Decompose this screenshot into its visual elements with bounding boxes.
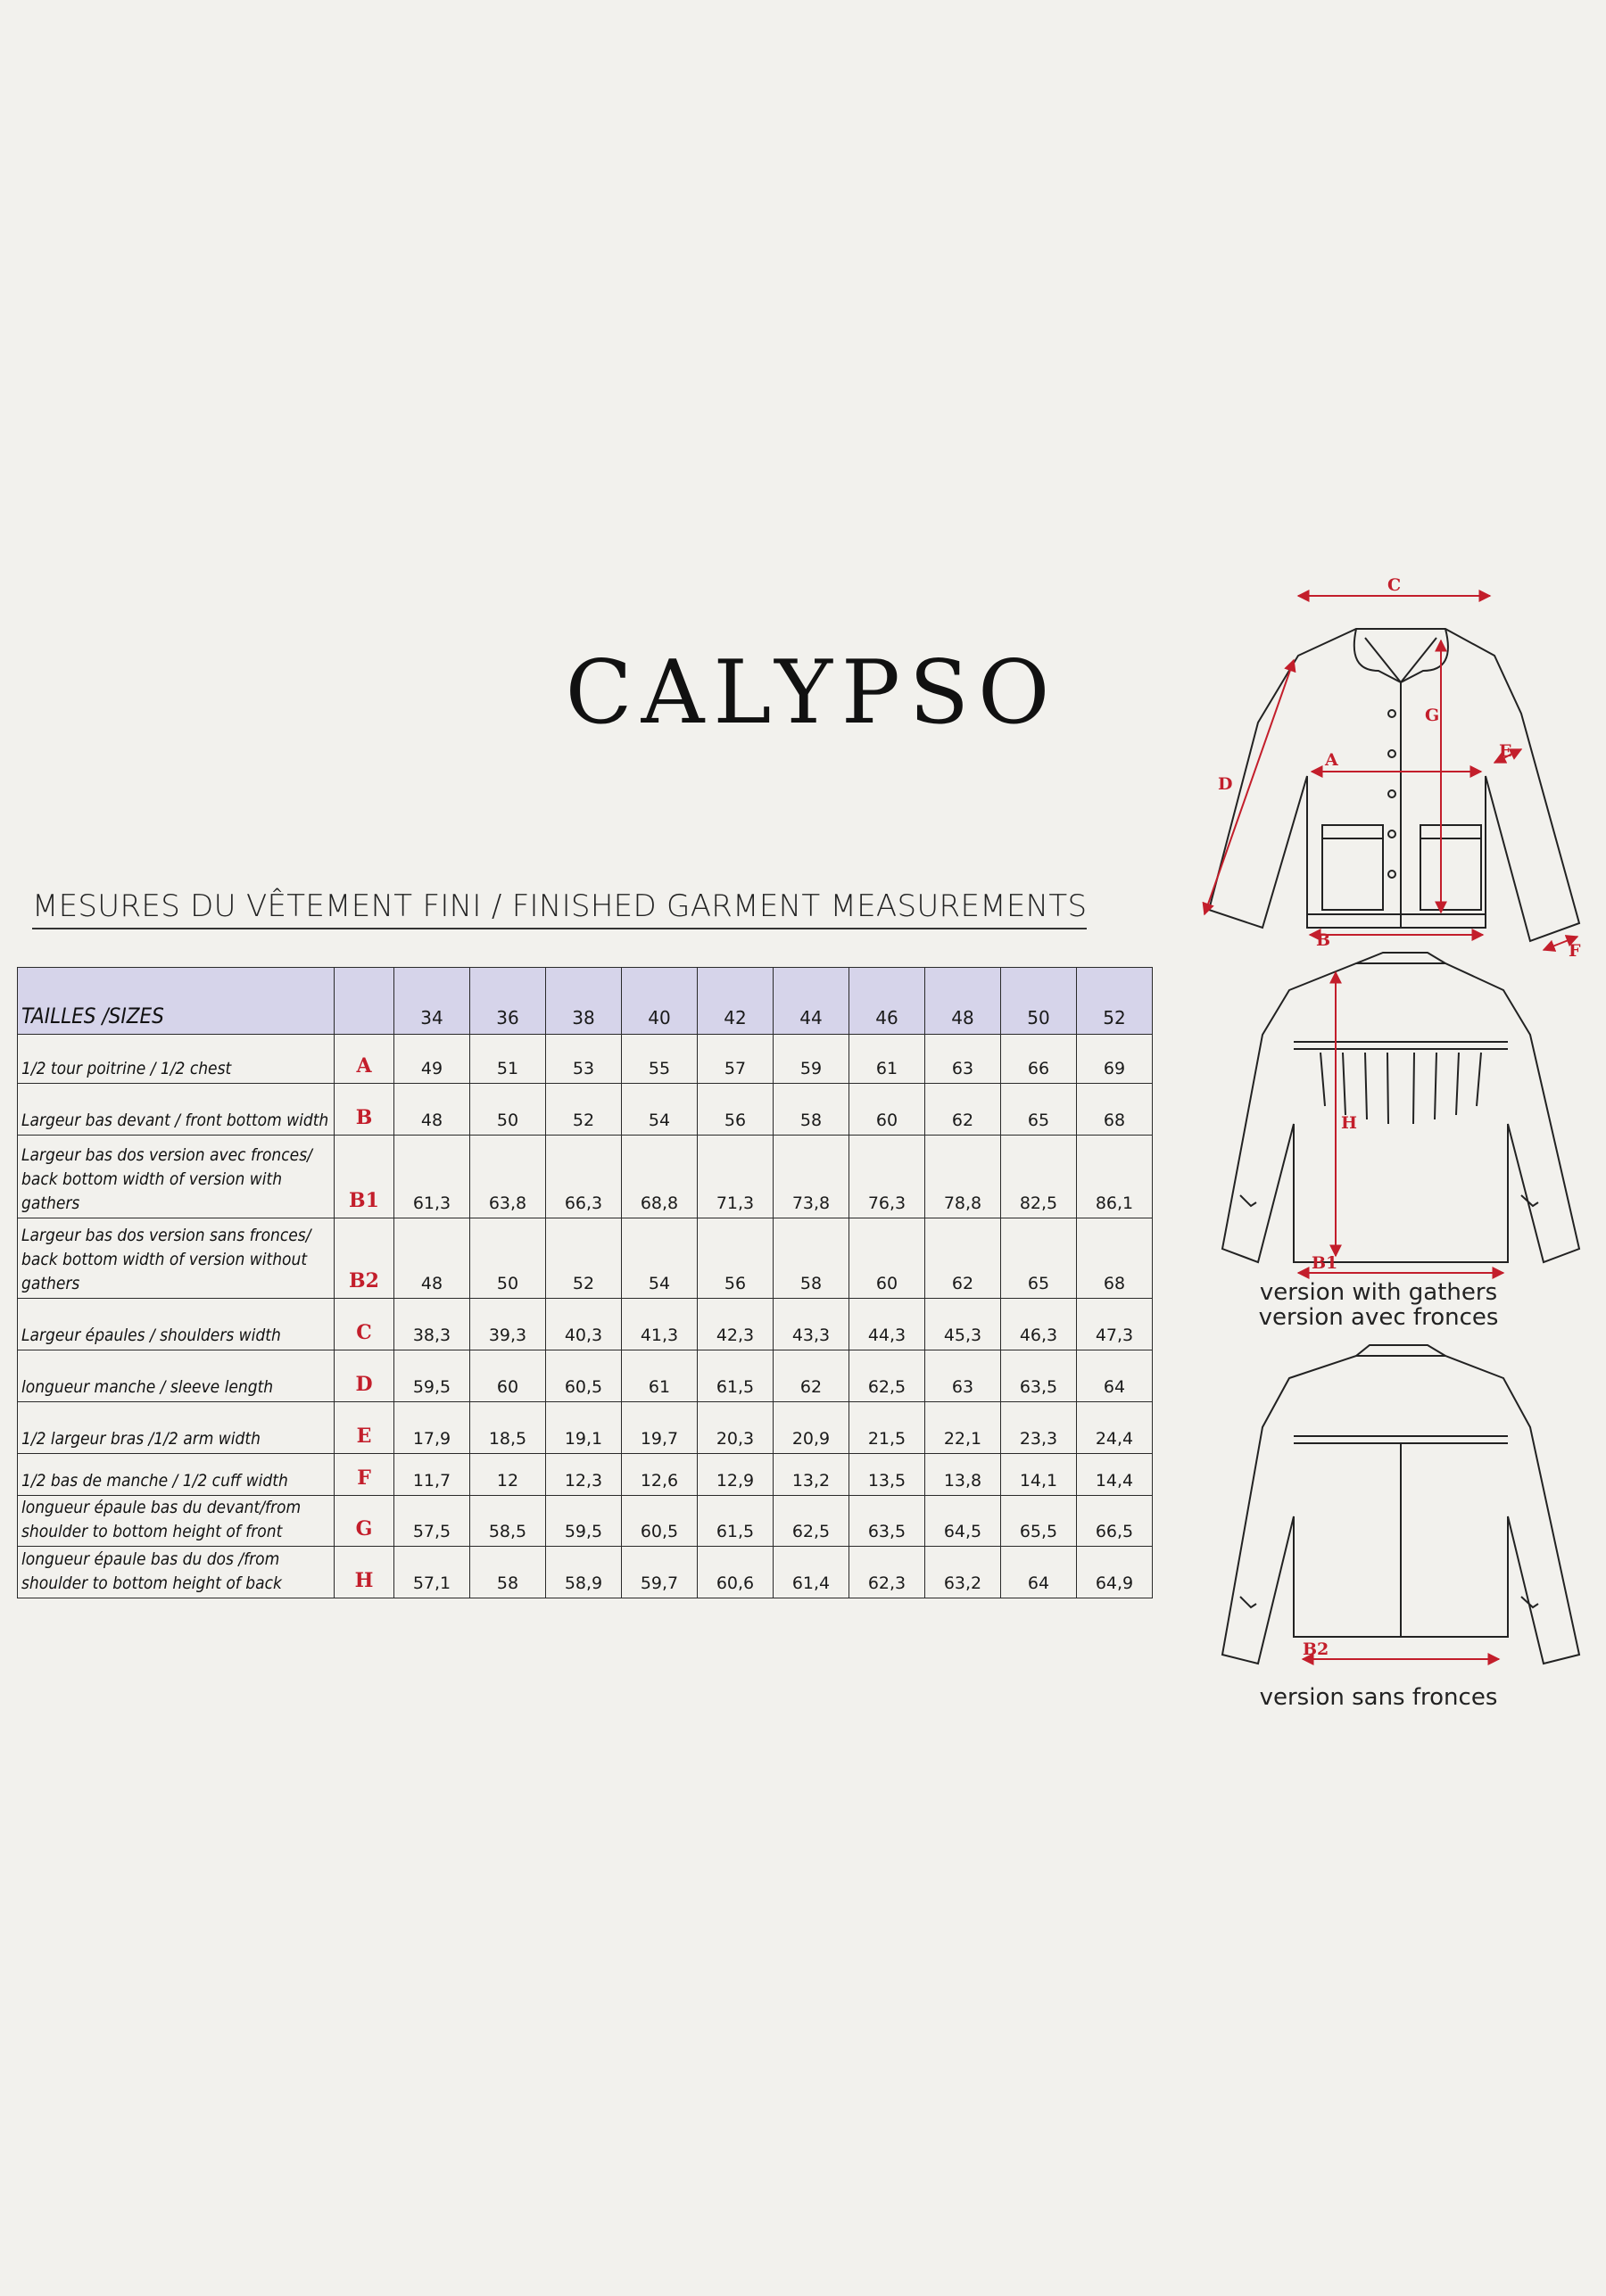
table-row [18,1402,1153,1454]
size-header: 52 [1077,968,1153,1035]
measurement-value: 57,5 [394,1496,470,1547]
measurement-value: 18,5 [470,1402,546,1454]
measurement-value: 60,5 [546,1350,622,1402]
measurement-value: 63 [925,1350,1001,1402]
measurement-value: 38,3 [394,1299,470,1350]
measurement-value: 60,5 [622,1496,698,1547]
measurement-value: 64,5 [925,1496,1001,1547]
measurement-value: 43,3 [774,1299,849,1350]
measurement-value: 76,3 [849,1136,925,1218]
measurement-value: 48 [394,1084,470,1136]
measurement-value: 12 [470,1454,546,1496]
measurement-value: 66,5 [1077,1496,1153,1547]
measurement-value: 13,8 [925,1454,1001,1496]
label-f: F [1569,941,1581,961]
measurement-value: 42,3 [698,1299,774,1350]
table-row [18,1547,1153,1598]
measurement-value: 17,9 [394,1402,470,1454]
measurement-label: 1/2 largeur bras /1/2 arm width [18,1402,335,1454]
measurement-value: 49 [394,1035,470,1084]
label-c: C [1387,575,1402,595]
size-header: 48 [925,968,1001,1035]
measurement-value: 58,9 [546,1547,622,1598]
measurement-value: 21,5 [849,1402,925,1454]
table-heading: MESURES DU VÊTEMENT FINI / FINISHED GARMENT MEASUREMENTS [32,888,1087,929]
measurement-value: 61,5 [698,1350,774,1402]
table-row [18,1454,1153,1496]
measurement-value: 20,9 [774,1402,849,1454]
measurement-value: 82,5 [1001,1136,1077,1218]
size-header: 34 [394,968,470,1035]
measurement-value: 69 [1077,1035,1153,1084]
measurement-value: 22,1 [925,1402,1001,1454]
table-row [18,1035,1153,1084]
measurement-letter: A [335,1035,394,1084]
measurement-value: 65 [1001,1218,1077,1299]
measurement-value: 59,5 [394,1350,470,1402]
measurement-letter: B2 [335,1218,394,1299]
back-plain-drawing [1222,1345,1579,1664]
measurement-value: 61 [622,1350,698,1402]
measurement-value: 63,8 [470,1136,546,1218]
measurement-value: 58 [774,1084,849,1136]
measurement-value: 68,8 [622,1136,698,1218]
label-b2: B2 [1303,1639,1329,1659]
measurement-value: 62 [925,1084,1001,1136]
size-header: 40 [622,968,698,1035]
measurement-value: 61,4 [774,1547,849,1598]
measurement-value: 62,5 [849,1350,925,1402]
measurement-value: 62 [774,1350,849,1402]
measurement-value: 53 [546,1035,622,1084]
caption-with-gathers: version with gathers [1259,1279,1498,1306]
measurement-value: 48 [394,1218,470,1299]
measurement-value: 39,3 [470,1299,546,1350]
measurement-value: 57,1 [394,1547,470,1598]
measurement-value: 64,9 [1077,1547,1153,1598]
size-header: 50 [1001,968,1077,1035]
measurement-value: 12,9 [698,1454,774,1496]
measurement-value: 68 [1077,1218,1153,1299]
measurements-table [17,967,1153,1598]
measurement-value: 14,1 [1001,1454,1077,1496]
measurement-value: 11,7 [394,1454,470,1496]
measurement-value: 63 [925,1035,1001,1084]
caption-sans-fronces: version sans fronces [1259,1684,1498,1711]
measurement-value: 59,7 [622,1547,698,1598]
measurement-value: 59 [774,1035,849,1084]
measurement-value: 54 [622,1084,698,1136]
measurement-value: 56 [698,1218,774,1299]
caption-avec-fronces: version avec fronces [1258,1304,1499,1331]
measurement-value: 63,5 [849,1496,925,1547]
measurement-value: 56 [698,1084,774,1136]
measurement-value: 71,3 [698,1136,774,1218]
measurement-letter: B1 [335,1136,394,1218]
garment-diagrams [1169,571,1597,1748]
measurement-value: 41,3 [622,1299,698,1350]
measurement-letter: E [335,1402,394,1454]
measurement-value: 47,3 [1077,1299,1153,1350]
measurement-value: 65 [1001,1084,1077,1136]
measurement-label: Largeur épaules / shoulders width [18,1299,335,1350]
measurement-value: 63,2 [925,1547,1001,1598]
measurement-value: 52 [546,1218,622,1299]
measurement-value: 13,2 [774,1454,849,1496]
measurement-value: 62,3 [849,1547,925,1598]
size-header: 44 [774,968,849,1035]
measurement-value: 51 [470,1035,546,1084]
measurement-value: 14,4 [1077,1454,1153,1496]
measurement-value: 58,5 [470,1496,546,1547]
table-row [18,1350,1153,1402]
measurement-value: 44,3 [849,1299,925,1350]
measurement-value: 59,5 [546,1496,622,1547]
label-e: E [1499,741,1512,761]
measurement-value: 64 [1077,1350,1153,1402]
measurement-letter: D [335,1350,394,1402]
front-view-drawing [1209,629,1579,941]
measurement-value: 60,6 [698,1547,774,1598]
measurement-letter: C [335,1299,394,1350]
measurement-value: 64 [1001,1547,1077,1598]
measurement-label: Largeur bas dos version avec fronces/ back bottom width of version with gathers [18,1136,335,1218]
measurement-value: 24,4 [1077,1402,1153,1454]
measurement-value: 57 [698,1035,774,1084]
table-row [18,1136,1153,1218]
measurement-value: 12,6 [622,1454,698,1496]
measurement-letter: G [335,1496,394,1547]
label-b1: B1 [1312,1253,1338,1273]
measurement-value: 60 [849,1218,925,1299]
table-header-row [18,968,1153,1035]
front-view-measure-lines [1204,596,1577,950]
measurement-value: 50 [470,1084,546,1136]
table-row [18,1496,1153,1547]
measurement-value: 13,5 [849,1454,925,1496]
measurement-value: 45,3 [925,1299,1001,1350]
measurement-value: 20,3 [698,1402,774,1454]
size-header: 46 [849,968,925,1035]
size-header: 42 [698,968,774,1035]
measurement-label: longueur épaule bas du devant/from shoulder to bottom height of front [18,1496,335,1547]
measurement-value: 46,3 [1001,1299,1077,1350]
measurement-value: 73,8 [774,1136,849,1218]
measurement-letter: B [335,1084,394,1136]
measurement-value: 19,7 [622,1402,698,1454]
measurement-value: 66,3 [546,1136,622,1218]
measurement-value: 58 [774,1218,849,1299]
measurement-label: longueur épaule bas du dos /from shoulder to bottom height of back [18,1547,335,1598]
measurement-value: 54 [622,1218,698,1299]
measurement-value: 40,3 [546,1299,622,1350]
label-h: H [1341,1113,1357,1133]
back-gathers-measure-lines [1298,972,1503,1273]
label-a: A [1325,750,1338,770]
measurement-letter: H [335,1547,394,1598]
measurement-value: 60 [849,1084,925,1136]
measurement-value: 66 [1001,1035,1077,1084]
measurement-label: Largeur bas devant / front bottom width [18,1084,335,1136]
measurement-value: 61,5 [698,1496,774,1547]
back-gathers-drawing [1222,953,1579,1262]
measurement-value: 61,3 [394,1136,470,1218]
measurement-value: 58 [470,1547,546,1598]
measurement-value: 61 [849,1035,925,1084]
measurement-value: 62 [925,1218,1001,1299]
measurement-value: 62,5 [774,1496,849,1547]
table-row [18,1299,1153,1350]
measurement-value: 12,3 [546,1454,622,1496]
measurement-value: 50 [470,1218,546,1299]
table-row [18,1084,1153,1136]
measurement-value: 68 [1077,1084,1153,1136]
measurement-value: 78,8 [925,1136,1001,1218]
table-row [18,1218,1153,1299]
measurement-letter: F [335,1454,394,1496]
label-g: G [1425,706,1440,725]
measurement-value: 60 [470,1350,546,1402]
measurement-value: 55 [622,1035,698,1084]
size-header: 36 [470,968,546,1035]
label-b: B [1316,930,1331,950]
measurement-value: 65,5 [1001,1496,1077,1547]
measurement-label: longueur manche / sleeve length [18,1350,335,1402]
measurement-value: 63,5 [1001,1350,1077,1402]
measurement-label: Largeur bas dos version sans fronces/ back bottom width of version without gathers [18,1218,335,1299]
measurement-value: 23,3 [1001,1402,1077,1454]
label-d: D [1218,774,1233,794]
measurement-value: 52 [546,1084,622,1136]
size-header: 38 [546,968,622,1035]
measurement-value: 19,1 [546,1402,622,1454]
measurement-value: 86,1 [1077,1136,1153,1218]
page-title: CALYPSO [565,642,1059,744]
measurement-label: 1/2 bas de manche / 1/2 cuff width [18,1454,335,1496]
header-letter-cell [335,968,394,1035]
header-label: TAILLES /SIZES [18,968,335,1035]
measurement-label: 1/2 tour poitrine / 1/2 chest [18,1035,335,1084]
